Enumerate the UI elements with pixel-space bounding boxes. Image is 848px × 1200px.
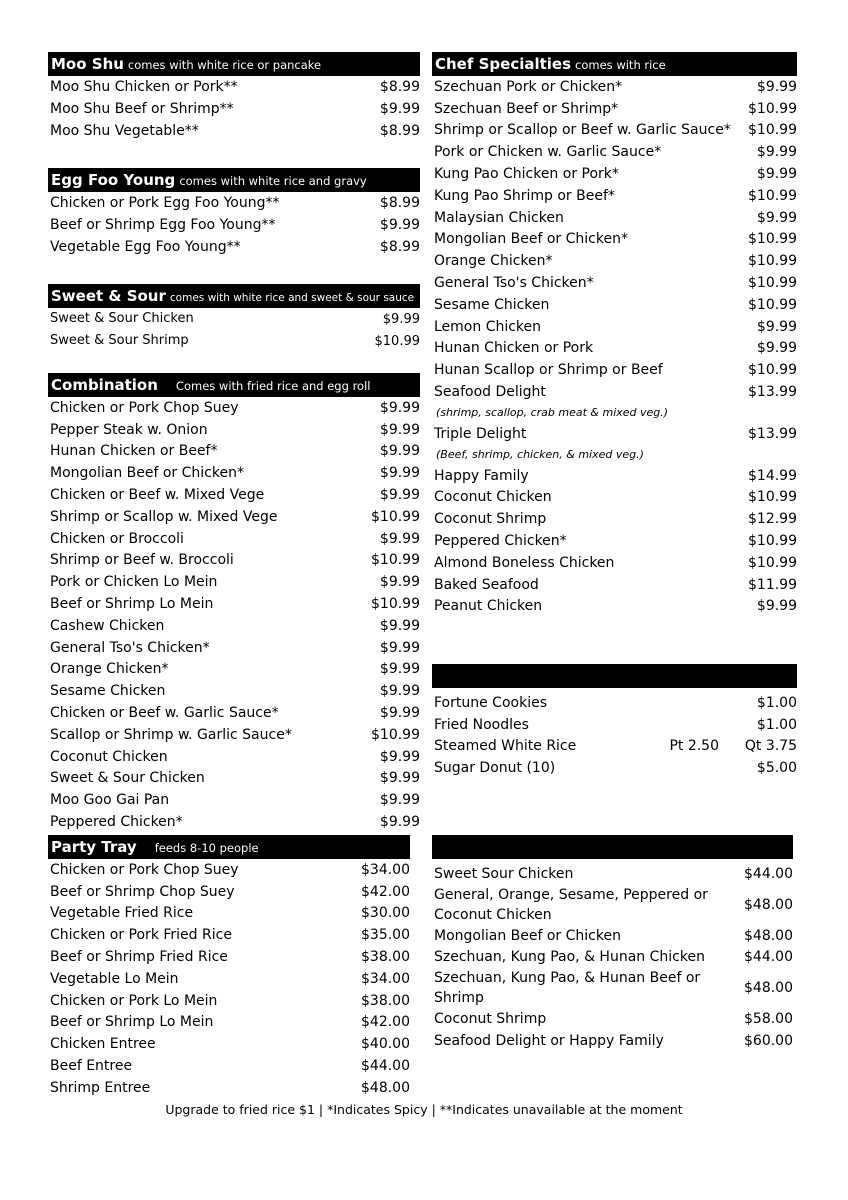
menu-item-price: $9.99 — [379, 770, 420, 787]
menu-item-name: Sweet & Sour Chicken — [50, 770, 205, 787]
menu-item-name: Moo Shu Beef or Shrimp** — [50, 101, 234, 117]
item-note: (shrimp, scallop, crab meat & mixed veg.) — [436, 405, 669, 419]
menu-item-price: $1.00 — [756, 716, 797, 733]
menu-item — [50, 550, 420, 572]
menu-item-name: Sweet & Sour Shrimp — [50, 333, 189, 348]
menu-item-price: $38.00 — [361, 992, 410, 1009]
menu-item — [434, 207, 797, 229]
menu-item — [50, 746, 420, 768]
menu-item — [434, 596, 797, 618]
menu-item — [50, 789, 420, 811]
menu-item-price: $9.99 — [379, 792, 420, 809]
menu-item-price-pint: Pt 2.50 — [669, 738, 719, 755]
menu-item-price: $9.99 — [379, 617, 420, 634]
menu-item-name: Sesame Chicken — [50, 683, 166, 700]
menu-item — [434, 229, 797, 251]
menu-item-price: $9.99 — [379, 705, 420, 722]
menu-item-price: $10.99 — [748, 362, 797, 379]
menu-item-price: $9.99 — [756, 340, 797, 357]
menu-item — [50, 419, 420, 441]
menu-item-name: Chicken or Pork Chop Suey — [50, 861, 239, 878]
menu-item — [50, 236, 420, 258]
party-tray-header — [48, 835, 410, 859]
menu-item-name: Moo Shu Chicken or Pork** — [50, 79, 238, 95]
menu-item — [50, 659, 420, 681]
menu-item — [434, 925, 793, 947]
menu-item-price: $42.00 — [361, 1014, 410, 1031]
menu-item-name: Beef or Shrimp Fried Rice — [50, 949, 228, 966]
menu-item-price: $44.00 — [361, 1058, 410, 1075]
menu-item-price: $38.00 — [361, 949, 410, 966]
menu-item-price: $9.99 — [756, 78, 797, 95]
menu-item-price: $42.00 — [361, 883, 410, 900]
menu-item-price: $9.99 — [379, 465, 420, 482]
menu-item — [434, 76, 797, 98]
menu-item — [434, 552, 797, 574]
menu-item — [434, 98, 797, 120]
moo-shu-header — [48, 52, 420, 76]
menu-item-price: $10.99 — [748, 100, 797, 117]
menu-item — [50, 702, 420, 724]
menu-item-name: Sweet Sour Chicken — [434, 865, 574, 882]
menu-item — [50, 462, 420, 484]
menu-item — [434, 714, 797, 736]
menu-item — [50, 1012, 410, 1034]
menu-item-price: $9.99 — [379, 217, 420, 233]
menu-item-name: Beef or Shrimp Lo Mein — [50, 596, 214, 613]
menu-item-name: Pork or Chicken Lo Mein — [50, 574, 218, 591]
menu-item-price: $34.00 — [361, 970, 410, 987]
menu-item — [50, 308, 420, 330]
menu-item — [50, 98, 420, 120]
menu-item — [434, 423, 797, 445]
menu-item-name: Beef or Shrimp Egg Foo Young** — [50, 217, 276, 233]
menu-item-price: $8.99 — [379, 79, 420, 95]
menu-item — [434, 316, 797, 338]
menu-item — [434, 1008, 793, 1030]
menu-item-price: $10.99 — [748, 187, 797, 204]
menu-item-name: Scallop or Shrimp w. Garlic Sauce* — [50, 726, 292, 743]
menu-item — [434, 120, 797, 142]
menu-item — [50, 968, 410, 990]
menu-item-price: $9.99 — [379, 814, 420, 831]
menu-item-name: Chicken or Broccoli — [50, 530, 184, 547]
menu-item-name: Beef or Shrimp Chop Suey — [50, 883, 235, 900]
sides-header — [432, 664, 797, 688]
menu-item — [50, 724, 420, 746]
menu-item — [50, 859, 410, 881]
footer-note: Upgrade to fried rice $1 | *Indicates Spicy | **Indicates unavailable at the moment — [165, 1102, 683, 1117]
menu-item-price: $9.99 — [379, 661, 420, 678]
menu-item-name: Beef or Shrimp Lo Mein — [50, 1014, 214, 1031]
menu-item-price: $10.99 — [748, 122, 797, 139]
menu-item-price: $9.99 — [379, 443, 420, 460]
section-subtitle: comes with white rice or pancake — [127, 58, 322, 72]
menu-item-price: $13.99 — [748, 384, 797, 401]
sweet-sour-section — [48, 284, 420, 352]
menu-item — [50, 441, 420, 463]
combination-header — [48, 373, 420, 397]
menu-item-name: Peppered Chicken* — [50, 814, 183, 831]
menu-item — [434, 757, 797, 779]
menu-item-price: $9.99 — [379, 399, 420, 416]
menu-item-name: Steamed White Rice — [434, 738, 577, 755]
menu-item-name: Moo Shu Vegetable** — [50, 123, 199, 139]
sweet-sour-header — [48, 284, 420, 308]
menu-item — [434, 968, 793, 1008]
menu-item — [434, 185, 797, 207]
section-title: Moo Shu — [51, 55, 124, 73]
menu-item — [50, 506, 420, 528]
menu-item — [434, 250, 797, 272]
menu-item — [50, 1055, 410, 1077]
menu-item-price: $10.99 — [748, 275, 797, 292]
menu-item-price: $8.99 — [379, 123, 420, 139]
menu-item — [50, 397, 420, 419]
menu-item-price: $9.99 — [379, 101, 420, 117]
menu-item-name: General Tso's Chicken* — [434, 275, 594, 292]
menu-item-price: $11.99 — [748, 576, 797, 593]
menu-item — [50, 76, 420, 98]
menu-item-price: $60.00 — [744, 1033, 793, 1050]
menu-item-name: Seafood Delight — [434, 384, 546, 401]
menu-item — [50, 881, 410, 903]
section-subtitle: comes with white rice and sweet & sour sauce — [169, 292, 415, 304]
section-title: Combination — [51, 376, 158, 394]
menu-item-name: Shrimp or Beef w. Broccoli — [50, 552, 234, 569]
menu-item-name: Pepper Steak w. Onion — [50, 421, 208, 438]
menu-item-name: Vegetable Fried Rice — [50, 905, 194, 922]
menu-item-name: Kung Pao Shrimp or Beef* — [434, 187, 615, 204]
combination-section — [48, 373, 420, 833]
menu-item-price: $14.99 — [748, 467, 797, 484]
menu-item-price: $10.99 — [371, 552, 420, 569]
menu-item-name: Mongolian Beef or Chicken — [434, 927, 621, 944]
menu-item — [50, 924, 410, 946]
menu-item-name: Peanut Chicken — [434, 598, 543, 615]
menu-item — [434, 294, 797, 316]
menu-item — [434, 574, 797, 596]
menu-item-price: $44.00 — [744, 949, 793, 966]
menu-item-name: General Tso's Chicken* — [50, 639, 210, 656]
egg-foo-young-section — [48, 168, 420, 258]
menu-item-price: $9.99 — [756, 166, 797, 183]
menu-item — [50, 1033, 410, 1055]
menu-item-price: $9.99 — [379, 683, 420, 700]
section-subtitle: Comes with fried rice and egg roll — [175, 379, 371, 393]
menu-item-price: $10.99 — [748, 489, 797, 506]
menu-item — [434, 359, 797, 381]
menu-item-name: Hunan Chicken or Beef* — [50, 443, 218, 460]
menu-item-name: Szechuan, Kung Pao, & Hunan Beef or Shrimp — [434, 970, 701, 1007]
menu-item — [50, 120, 420, 142]
menu-item — [434, 692, 797, 714]
menu-item-price: $10.99 — [748, 296, 797, 313]
menu-item-name: Coconut Shrimp — [434, 511, 547, 528]
menu-item-name: Moo Goo Gai Pan — [50, 792, 170, 809]
chef-specialties-header — [432, 52, 797, 76]
menu-item — [434, 141, 797, 163]
menu-item-price: $40.00 — [361, 1036, 410, 1053]
menu-item-price: $44.00 — [744, 865, 793, 882]
menu-item-price: $9.99 — [756, 144, 797, 161]
menu-item-price: $48.00 — [744, 980, 793, 997]
menu-item-name: Peppered Chicken* — [434, 533, 567, 550]
menu-item-name: Mongolian Beef or Chicken* — [50, 465, 244, 482]
menu-item-name: Triple Delight — [434, 425, 527, 442]
chef-specialties-section — [432, 52, 797, 617]
menu-item — [434, 530, 797, 552]
menu-item-name: Chicken Entree — [50, 1036, 156, 1053]
section-subtitle: comes with white rice and gravy — [179, 174, 367, 188]
menu-item-price: $9.99 — [756, 318, 797, 335]
item-note: (Beef, shrimp, chicken, & mixed veg.) — [436, 447, 644, 461]
menu-item-name: Shrimp or Scallop or Beef w. Garlic Sauce* — [434, 122, 731, 139]
section-title: Party Tray — [51, 838, 137, 856]
menu-item-name: Seafood Delight or Happy Family — [434, 1033, 664, 1050]
menu-item-name: Vegetable Lo Mein — [50, 970, 179, 987]
menu-item-name: Szechuan Pork or Chicken* — [434, 78, 623, 95]
menu-item-price: $10.99 — [371, 726, 420, 743]
menu-item-name: Sweet & Sour Chicken — [50, 311, 194, 326]
menu-item-name: Beef Entree — [50, 1058, 133, 1075]
menu-item-name: Shrimp or Scallop w. Mixed Vege — [50, 508, 278, 525]
menu-item-name: Chicken or Pork Chop Suey — [50, 399, 239, 416]
menu-item-name: Sesame Chicken — [434, 296, 550, 313]
section-title: Sweet & Sour — [51, 287, 166, 305]
menu-item-name: Coconut Shrimp — [434, 1011, 547, 1028]
menu-item-price: $12.99 — [748, 511, 797, 528]
menu-item — [50, 768, 420, 790]
menu-item-name: Szechuan, Kung Pao, & Hunan Chicken — [434, 949, 705, 966]
menu-item — [50, 615, 420, 637]
menu-item-price: $10.99 — [748, 253, 797, 270]
menu-item — [50, 946, 410, 968]
menu-item — [434, 947, 793, 969]
menu-item-name: Orange Chicken* — [434, 253, 553, 270]
section-subtitle: comes with rice — [575, 58, 666, 72]
menu-item-name: Chicken or Pork Egg Foo Young** — [50, 195, 280, 211]
section-subtitle: feeds 8-10 people — [154, 841, 259, 855]
menu-item-name: Vegetable Egg Foo Young** — [50, 239, 241, 255]
menu-item-name: Almond Boneless Chicken — [434, 554, 615, 571]
menu-item-price: $30.00 — [361, 905, 410, 922]
menu-item-name: Shrimp Entree — [50, 1079, 151, 1096]
menu-item-name: Orange Chicken* — [50, 661, 169, 678]
menu-item — [434, 736, 797, 758]
menu-item-price: $10.99 — [748, 554, 797, 571]
menu-item — [434, 1030, 793, 1052]
menu-item — [50, 330, 420, 352]
menu-item — [50, 990, 410, 1012]
menu-item-price: $8.99 — [379, 195, 420, 211]
menu-item-name: General, Orange, Sesame, Peppered or Coconut Chicken — [434, 886, 708, 923]
menu-item-price: $10.99 — [748, 533, 797, 550]
menu-item-name: Coconut Chicken — [50, 748, 168, 765]
menu-item — [434, 508, 797, 530]
menu-item-name: Hunan Scallop or Shrimp or Beef — [434, 362, 663, 379]
menu-item — [50, 192, 420, 214]
party-tray-2-section — [432, 835, 793, 1052]
section-title: Chef Specialties — [435, 55, 572, 73]
menu-item-price: $9.99 — [379, 487, 420, 504]
menu-item-name: Szechuan Beef or Shrimp* — [434, 100, 619, 117]
menu-item-name: Coconut Chicken — [434, 489, 552, 506]
menu-item — [50, 811, 420, 833]
menu-item-price: $9.99 — [756, 598, 797, 615]
menu-item — [50, 484, 420, 506]
menu-item — [50, 528, 420, 550]
menu-item-price: $9.99 — [382, 311, 420, 327]
menu-item-price: $5.00 — [756, 760, 797, 777]
menu-item-name: Fried Noodles — [434, 716, 529, 733]
menu-item — [434, 885, 793, 925]
menu-item-name: Kung Pao Chicken or Pork* — [434, 166, 619, 183]
menu-item-price: Qt 3.75 — [744, 738, 797, 755]
menu-item-price: $9.99 — [379, 574, 420, 591]
menu-item — [434, 863, 793, 885]
menu-item-name: Pork or Chicken w. Garlic Sauce* — [434, 144, 662, 161]
menu-item — [50, 571, 420, 593]
moo-shu-section — [48, 52, 420, 142]
menu-item-price: $9.99 — [379, 530, 420, 547]
menu-item — [434, 272, 797, 294]
menu-item-price: $1.00 — [756, 694, 797, 711]
menu-item-name: Chicken or Pork Lo Mein — [50, 992, 218, 1009]
menu-item — [50, 903, 410, 925]
menu-item-price: $48.00 — [744, 927, 793, 944]
menu-item — [434, 465, 797, 487]
menu-item-price: $35.00 — [361, 927, 410, 944]
menu-item — [50, 214, 420, 236]
menu-item-price: $48.00 — [744, 896, 793, 913]
menu-item-price: $10.99 — [374, 333, 420, 349]
menu-item-price: $8.99 — [379, 239, 420, 255]
menu-item-name: Chicken or Beef w. Mixed Vege — [50, 487, 265, 504]
menu-item-price: $9.99 — [756, 209, 797, 226]
menu-item-price: $58.00 — [744, 1011, 793, 1028]
menu-item-price: $9.99 — [379, 639, 420, 656]
menu-item — [434, 381, 797, 403]
menu-item-name: Baked Seafood — [434, 576, 539, 593]
party-tray-2-header — [432, 835, 793, 859]
menu-item-price: $9.99 — [379, 421, 420, 438]
menu-item-name: Chicken or Beef w. Garlic Sauce* — [50, 705, 279, 722]
menu-item-name: Sugar Donut (10) — [434, 760, 556, 777]
menu-item-price: $10.99 — [371, 508, 420, 525]
menu-item-price: $10.99 — [748, 231, 797, 248]
sides-section — [432, 664, 797, 779]
section-title: Egg Foo Young — [51, 171, 176, 189]
party-tray-section — [48, 835, 410, 1099]
menu-item-name: Lemon Chicken — [434, 318, 542, 335]
menu-item-name: Happy Family — [434, 467, 529, 484]
menu-item — [434, 487, 797, 509]
menu-item — [50, 1077, 410, 1099]
menu-item — [50, 680, 420, 702]
menu-item-name: Chicken or Pork Fried Rice — [50, 927, 232, 944]
egg-foo-young-header — [48, 168, 420, 192]
menu-item — [50, 593, 420, 615]
menu-item-name: Fortune Cookies — [434, 694, 547, 711]
menu-item-name: Mongolian Beef or Chicken* — [434, 231, 628, 248]
menu-item-price: $48.00 — [361, 1079, 410, 1096]
menu-item — [434, 338, 797, 360]
menu-item-name: Hunan Chicken or Pork — [434, 340, 594, 357]
menu-item-price: $10.99 — [371, 596, 420, 613]
menu-item-price: $34.00 — [361, 861, 410, 878]
menu-item — [434, 163, 797, 185]
menu-item — [50, 637, 420, 659]
menu-item-name: Cashew Chicken — [50, 617, 165, 634]
menu-item-price: $9.99 — [379, 748, 420, 765]
menu-item-name: Malaysian Chicken — [434, 209, 564, 226]
menu-item-price: $13.99 — [748, 425, 797, 442]
